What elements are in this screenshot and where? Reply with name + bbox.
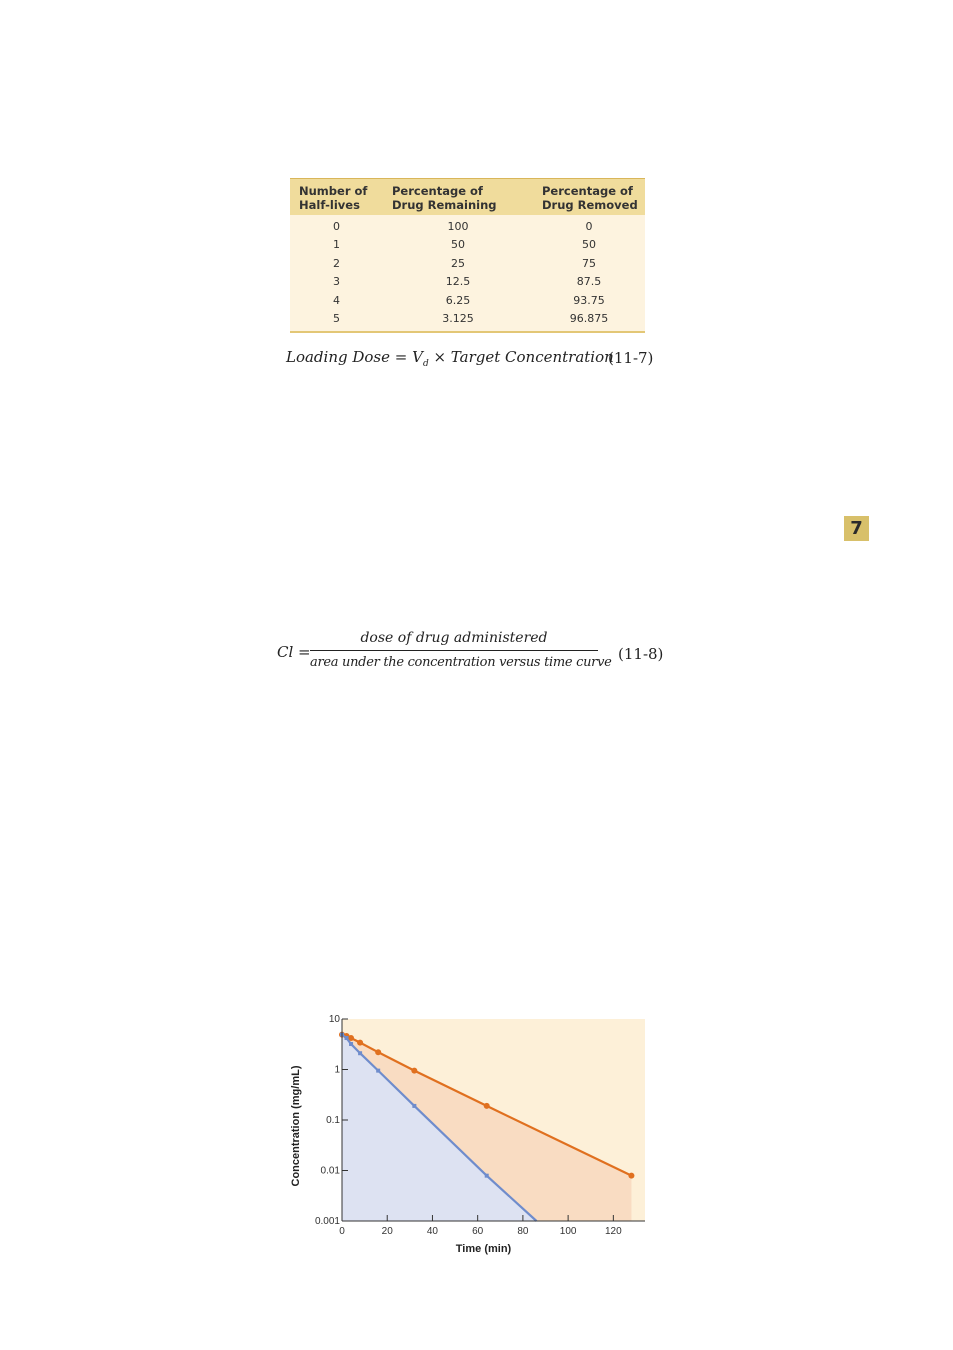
series-0-point: [484, 1103, 490, 1109]
cell-half-lives: 4: [290, 292, 383, 310]
header-percentage-removed: [533, 179, 645, 216]
x-tick-label: 0: [339, 1226, 345, 1237]
y-axis-label: Concentration (mg/mL): [290, 1065, 302, 1187]
x-tick-label: 80: [517, 1226, 529, 1237]
y-tick-label: 1: [334, 1064, 340, 1076]
cell-half-lives: 1: [290, 236, 383, 254]
cell-remaining: 25: [383, 255, 533, 273]
cell-half-lives: 5: [290, 310, 383, 332]
table-row: [290, 292, 645, 310]
header-line: Drug Removed: [542, 198, 638, 212]
series-0-point: [628, 1173, 634, 1179]
cell-remaining: 3.125: [383, 310, 533, 332]
clearance-equation-fraction: [310, 630, 612, 670]
loading-dose-equation: [286, 348, 614, 369]
header-number-of-half-lives: [290, 179, 383, 216]
cell-removed: 75: [533, 255, 645, 273]
x-tick-label: 20: [381, 1226, 393, 1237]
series-1-point: [358, 1051, 362, 1055]
y-tick-label: 0.1: [326, 1115, 340, 1126]
cell-half-lives: 3: [290, 273, 383, 291]
cell-removed: 93.75: [533, 292, 645, 310]
cell-half-lives: 2: [290, 255, 383, 273]
cell-removed: 0: [533, 215, 645, 236]
clearance-equation-lhs: Cl =: [277, 643, 311, 661]
header-line: Drug Remaining: [392, 198, 497, 212]
equation-number-11-8: (11-8): [618, 645, 664, 663]
y-tick-label: 0.01: [320, 1165, 340, 1177]
x-tick-label: 120: [604, 1226, 622, 1237]
table-row: [290, 215, 645, 236]
table-header-row: [290, 179, 645, 216]
equation-number-11-7: (11-7): [608, 349, 654, 367]
cell-remaining: 100: [383, 215, 533, 236]
y-tick-label: 0.001: [314, 1216, 340, 1227]
cell-removed: 50: [533, 236, 645, 254]
series-1-point: [345, 1036, 349, 1040]
series-1-point: [376, 1069, 380, 1073]
cell-half-lives: 0: [290, 215, 383, 236]
equation-subscript: d: [422, 359, 429, 369]
table-row: [290, 273, 645, 291]
cell-removed: 87.5: [533, 273, 645, 291]
series-1-point: [349, 1042, 353, 1046]
x-tick-label: 40: [426, 1226, 439, 1237]
concentration-time-chart: [280, 1005, 655, 1265]
header-line: Percentage of: [392, 184, 483, 198]
x-tick-label: 60: [472, 1226, 484, 1237]
table-row: [290, 255, 645, 273]
cell-remaining: 6.25: [383, 292, 533, 310]
fraction-numerator: dose of drug administered: [310, 630, 598, 651]
cell-remaining: 50: [383, 236, 533, 254]
half-lives-table: [290, 178, 645, 333]
chapter-badge: 7: [844, 516, 869, 541]
y-tick-label: 10: [328, 1014, 340, 1025]
table-row: [290, 310, 645, 332]
cell-remaining: 12.5: [383, 273, 533, 291]
x-axis-label: Time (min): [455, 1243, 512, 1255]
equation-left: Loading Dose = V: [286, 348, 423, 366]
header-line: Number of: [299, 184, 368, 198]
header-line: Percentage of: [542, 184, 633, 198]
series-1-point: [412, 1104, 416, 1108]
equation-right: × Target Concentration: [428, 348, 614, 366]
series-0-point: [411, 1068, 417, 1074]
series-0-point: [357, 1040, 363, 1046]
table-row: [290, 236, 645, 254]
header-line: Half-lives: [299, 198, 360, 212]
x-tick-label: 100: [559, 1226, 577, 1237]
series-0-point: [375, 1049, 381, 1055]
fraction-denominator: area under the concentration versus time curve: [310, 655, 612, 670]
header-percentage-remaining: [383, 179, 533, 216]
series-1-point: [485, 1174, 489, 1178]
cell-removed: 96.875: [533, 310, 645, 332]
